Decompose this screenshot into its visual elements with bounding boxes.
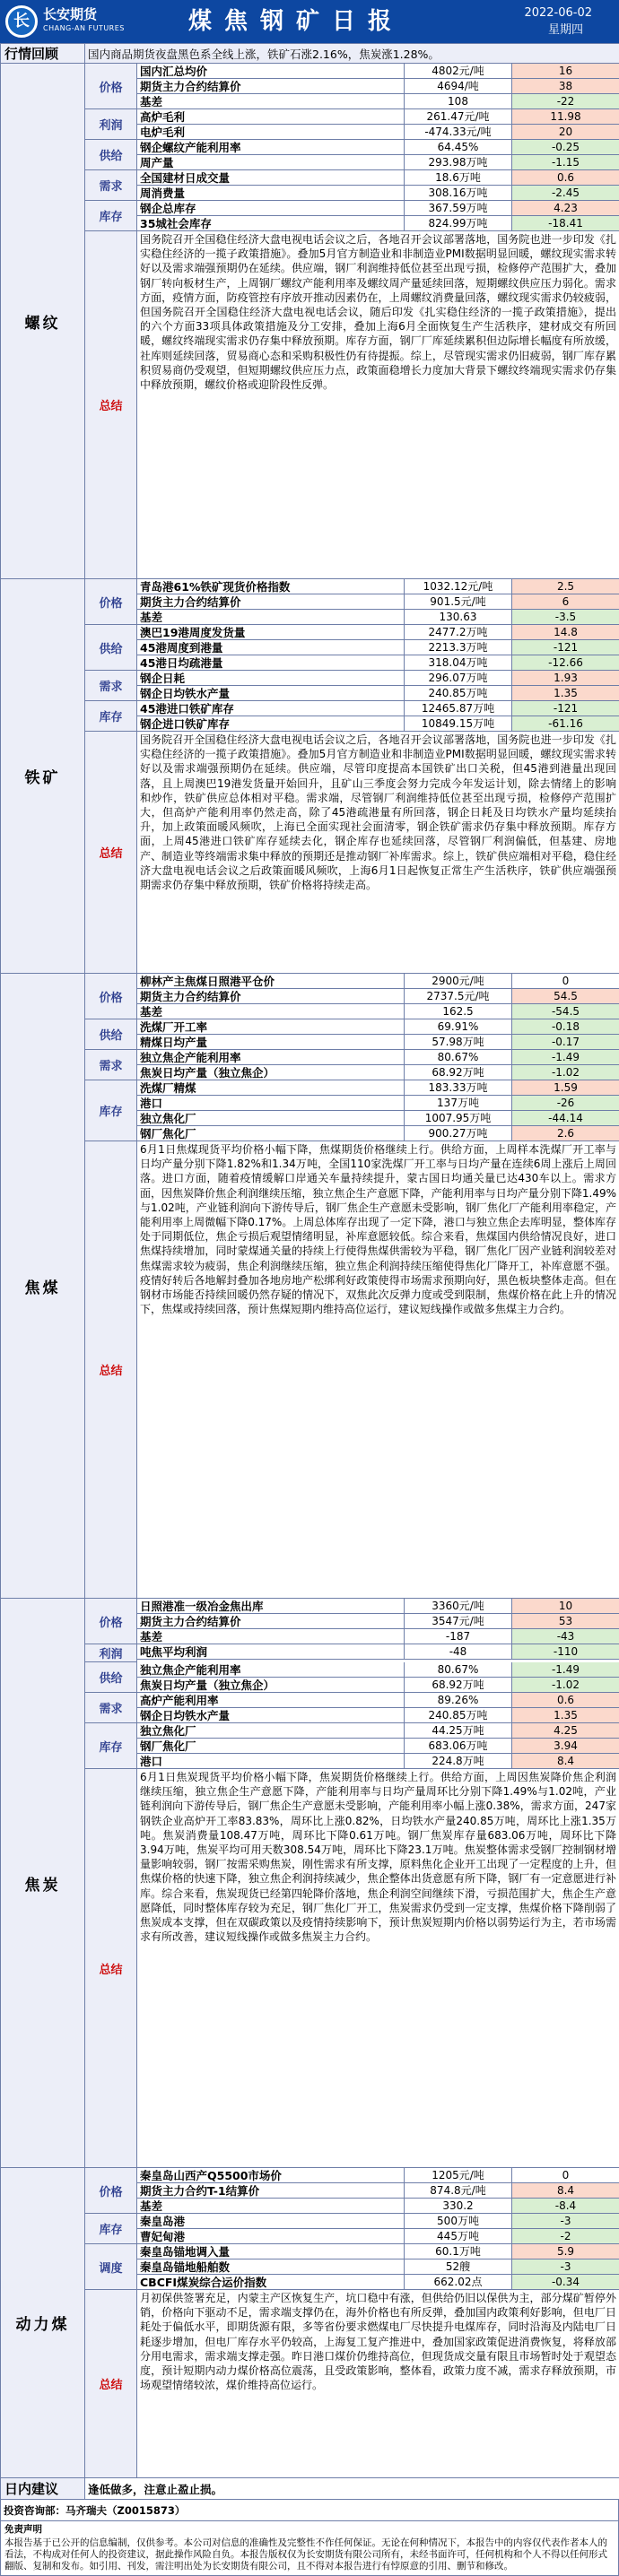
indicator-change: -1.02 <box>512 1065 619 1080</box>
indicator-value: -187 <box>405 1629 512 1644</box>
indicator-value: 1032.12元/吨 <box>405 579 512 594</box>
indicator-change: -2.45 <box>512 186 619 201</box>
indicator-name: 钢企日均铁水产量 <box>137 686 405 701</box>
indicator-value: 445万吨 <box>405 2229 512 2244</box>
category-label: 需求 <box>85 170 137 201</box>
indicator-change: -121 <box>512 701 619 716</box>
indicator-value: 3547元/吨 <box>405 1614 512 1629</box>
indicator-value: 824.99万吨 <box>405 216 512 231</box>
indicator-name: CBCFI煤炭综合运价指数 <box>137 2275 405 2290</box>
report-header <box>0 0 619 43</box>
indicator-value: 18.6万吨 <box>405 170 512 186</box>
indicator-name: 港口 <box>137 1754 405 1769</box>
indicator-name: 35城社会库存 <box>137 216 405 231</box>
indicator-change: 38 <box>512 79 619 94</box>
indicator-name: 青岛港61%铁矿现货价格指数 <box>137 579 405 594</box>
indicator-change: 0 <box>512 974 619 989</box>
section-name: 铁矿 <box>1 579 85 974</box>
category-label: 价格 <box>85 1599 137 1644</box>
indicator-value: 12465.87万吨 <box>405 701 512 716</box>
indicator-value: 52艘 <box>405 2259 512 2275</box>
indicator-change: 4.23 <box>512 201 619 216</box>
summary-label: 总结 <box>85 231 137 579</box>
indicator-change: -44.14 <box>512 1111 619 1126</box>
indicator-value: 296.07万吨 <box>405 671 512 686</box>
indicator-value: 162.5 <box>405 1004 512 1019</box>
indicator-change: -12.66 <box>512 655 619 671</box>
indicator-value: 10849.15万吨 <box>405 716 512 732</box>
indicator-change: -1.49 <box>512 1662 619 1678</box>
indicator-name: 独立焦化厂 <box>137 1111 405 1126</box>
category-label: 库存 <box>85 201 137 231</box>
indicator-name: 基差 <box>137 2199 405 2214</box>
indicator-name: 期货主力合约结算价 <box>137 989 405 1004</box>
indicator-name: 钢厂焦化厂 <box>137 1739 405 1754</box>
indicator-change: 4.25 <box>512 1723 619 1739</box>
report-weekday: 星期四 <box>547 23 583 37</box>
indicator-name: 钢企螺纹产能利用率 <box>137 140 405 155</box>
indicator-name: 港口 <box>137 1096 405 1111</box>
indicator-value: 80.67% <box>405 1662 512 1678</box>
indicator-change: 0.6 <box>512 1693 619 1708</box>
indicator-value: 500万吨 <box>405 2214 512 2229</box>
indicator-name: 钢厂焦化厂 <box>137 1126 405 1141</box>
indicator-change: -18.41 <box>512 216 619 231</box>
indicator-value: 293.98万吨 <box>405 155 512 170</box>
indicator-change: 1.59 <box>512 1080 619 1096</box>
company-name-en: CHANG-AN FUTURES <box>43 24 125 32</box>
indicator-name: 吨焦平均利润 <box>137 1644 405 1660</box>
indicator-name: 期货主力合约T-1结算价 <box>137 2183 405 2199</box>
summary-label: 总结 <box>85 1141 137 1599</box>
indicator-value: 108 <box>405 94 512 109</box>
indicator-name: 澳巴19港周度发货量 <box>137 625 405 640</box>
indicator-change: 8.4 <box>512 1754 619 1769</box>
report-date: 2022-06-02 <box>524 6 592 20</box>
section-name: 螺纹 <box>1 64 85 579</box>
category-label: 调度 <box>85 2244 137 2290</box>
indicator-name: 秦皇岛港 <box>137 2214 405 2229</box>
summary-text: 国务院召开全国稳住经济大盘电视电话会议之后，各地召开会议部署落地，国务院也进一步印发《扎实稳住经济的一揽子政策措施》。叠加5月官方制造业和非制造业PMI数据明显回暖，螺纹现实需求转好以及需求端强预期仍在延续。供应端，尽管印度提高本国铁矿出口关税，但45港到港量出现回落，且上周澳巴19港发货量开始回升，且矿山三季度会努力完成今年发运计划，除去情绪上的影响和炒作，铁矿供应总体相对平稳。需求端，尽管钢厂利润维持低位甚至出现亏损，检修停产范围扩大，但高炉产能利用率仍然走高，除了45港疏港量有所回落，钢企日耗及日均铁水产量均延续抬升，加上政策面暖风频吹，上海已全面实现社会面清零，钢企铁矿需求仍存集中释放预期。库存方面，上周45港进口铁矿库存延续去化，钢企库存也延续回落，尽管钢厂利润偏低，但基建、房地产、制造业等终端需求集中释放的预期还是推动钢厂补库需求。综上，铁矿供应端相对平稳，稳住经济大盘电视电话会议之后政策面暖风频吹，上海6月1日起恢复正常生产生活秩序，铁矿供应端强预期需求仍存集中释放预期，铁矿价格将持续走高。 <box>137 732 619 974</box>
indicator-change: 1.93 <box>512 671 619 686</box>
indicator-change: -0.34 <box>512 2275 619 2290</box>
indicator-name: 高炉毛利 <box>137 109 405 125</box>
disclaimer-text: 本报告基于已公开的信息编制，仅供参考。本公司对信息的准确性及完整性不作任何保证。无论在何种情况下，本报告中的内容仅代表作者本人的看法，不构成对任何人的投资建议，据此操作风险自负。本报告版权仅为长安期货有限公司所有，未经书面许可，任何机构和个人不得以任何形式翻版、复制和发布。如引用、刊发，需注明出处为长安期货有限公司，且不得对本报告进行有悖原意的引用、删节和修改。 <box>4 2537 607 2572</box>
indicator-name: 独立焦化厂 <box>137 1723 405 1739</box>
indicator-change: -0.17 <box>512 1035 619 1050</box>
category-label: 需求 <box>85 1693 137 1723</box>
indicator-change: 2.6 <box>512 1126 619 1141</box>
indicator-change: 5.9 <box>512 2244 619 2259</box>
indicator-value: -474.33元/吨 <box>405 125 512 140</box>
category-label: 供给 <box>85 1019 137 1050</box>
indicator-change: 1.35 <box>512 1708 619 1723</box>
category-label: 需求 <box>85 671 137 701</box>
summary-text: 6月1日焦炭现货平均价格小幅下降，焦炭期货价格继续上行。供给方面，上周因焦炭降价焦企利润继续压缩，独立焦企生产意愿下降，产能利用率与日均产量周环比分别下降1.49%与1.02吨，产业链利润向下游传导后，钢厂焦企生产意愿未受影响，产能利用率小幅上涨0.38%，需求方面，247家钢铁企业高炉开工率83.83%，周环比上涨0.82%，日均铁水产量240.85万吨，周环比上涨1.35万吨。焦炭消费量108.47万吨，周环比下降0.61万吨。钢厂焦炭库存量683.06万吨，周环比下降3.94万吨，焦炭平均可用天数308.54万吨，周环比下降23.1万吨。焦炭整体需求受钢厂控制钢材增量影响较弱，钢厂按需采购焦炭，刚性需求有所支撑，原料焦化企业开工出现了一定程度的上升，但焦煤价格的快速下降，独立焦企利润持续减少，焦企整体出货意愿有所下降，钢厂有一定意愿进行补库。综合来看，焦炭现货已经第四轮降价落地，焦企利润空间继续下滑，亏损范围扩大，焦企生产意愿降低，同时整体库存较为充足，钢厂焦化厂开工，焦炭需求仍受到一定支撑，焦煤价格下降削弱了焦炭成本支撑，但在双碳政策以及疫情持续影响下，预计焦炭短期内价格以弱势运行为主，若市场需求有所改善，建议短线操作或做多焦炭主力合约。 <box>137 1769 619 2168</box>
report-title: 煤焦钢矿日报 <box>188 8 405 35</box>
indicator-value: 367.59万吨 <box>405 201 512 216</box>
indicator-change: -2 <box>512 2229 619 2244</box>
indicator-name: 基差 <box>137 1629 405 1644</box>
indicator-value: 2213.3万吨 <box>405 640 512 655</box>
indicator-name: 电炉毛利 <box>137 125 405 140</box>
indicator-name: 高炉产能利用率 <box>137 1693 405 1708</box>
section-name: 动力煤 <box>1 2168 85 2478</box>
section-name: 焦煤 <box>1 974 85 1599</box>
indicator-value: 89.26% <box>405 1693 512 1708</box>
indicator-name: 周产量 <box>137 155 405 170</box>
indicator-change: 14.8 <box>512 625 619 640</box>
indicator-name: 钢企日均铁水产量 <box>137 1708 405 1723</box>
indicator-change: 20 <box>512 125 619 140</box>
indicator-name: 日照港准一级冶金焦出库 <box>137 1599 405 1614</box>
indicator-value: 683.06万吨 <box>405 1739 512 1754</box>
section-name: 焦炭 <box>1 1599 85 2168</box>
indicator-value: 183.33万吨 <box>405 1080 512 1096</box>
indicator-change: -26 <box>512 1096 619 1111</box>
category-label: 利润 <box>85 109 137 140</box>
indicator-change: 1.35 <box>512 686 619 701</box>
indicator-change: -1.49 <box>512 1050 619 1065</box>
indicator-value: 900.27万吨 <box>405 1126 512 1141</box>
category-label: 价格 <box>85 974 137 1019</box>
summary-text: 月初保供签署充足，内蒙主产区恢复生产，坑口稳中有涨，但供给仍旧以保供为主，部分煤矿暂停外销，价格向下驱动不足，需求端支撑仍在，海外价格也有所反弹，叠加国内政策利好影响，但电厂日耗处于偏低水平，即期货源有限，多等省份要求燃煤电厂尽快提升电煤库存，同时沿海及内陆电厂日耗逐步增加，但电厂库存水平仍较高，上海复工复产推进中，叠加国家政策促进消费恢复，将释放部分用电需求，需求端支撑走强。昨日港口煤价仍维持高位，但现货成交量有限且市场暂时处于观望态度，预计短期内动力煤价格高位震荡，且受政策影响，整体看，政策力度不减，需求存释放预期，市场观望情绪较浓，煤价维持高位运行。 <box>137 2290 619 2478</box>
indicator-change: 2.5 <box>512 579 619 594</box>
indicator-value: 57.98万吨 <box>405 1035 512 1050</box>
indicator-change: -22 <box>512 94 619 109</box>
indicator-name: 钢企进口铁矿库存 <box>137 716 405 732</box>
headline-text: 国内商品期货夜盘黑色系全线上涨，铁矿石涨2.16%，焦炭涨1.28%。 <box>85 44 619 64</box>
indicator-name: 期货主力合约结算价 <box>137 1614 405 1629</box>
indicator-change: -43 <box>512 1629 619 1644</box>
indicator-value: 130.63 <box>405 610 512 625</box>
indicator-value: 69.91% <box>405 1019 512 1035</box>
indicator-value: 224.8万吨 <box>405 1754 512 1769</box>
indicator-value: 2737.5元/吨 <box>405 989 512 1004</box>
indicator-value: 240.85万吨 <box>405 686 512 701</box>
intraday-label: 日内建议 <box>1 2478 85 2500</box>
indicator-name: 秦皇岛锚地船舶数 <box>137 2259 405 2275</box>
indicator-name: 独立焦企产能利用率 <box>137 1050 405 1065</box>
indicator-change: -1.02 <box>512 1678 619 1693</box>
indicator-change: 6 <box>512 594 619 610</box>
indicator-name: 秦皇岛山西产Q5500市场价 <box>137 2168 405 2183</box>
indicator-change: 8.4 <box>512 2183 619 2199</box>
indicator-value: 330.2 <box>405 2199 512 2214</box>
indicator-value: 1205元/吨 <box>405 2168 512 2183</box>
headline-label: 行情回顾 <box>1 44 85 64</box>
summary-label: 总结 <box>85 2290 137 2478</box>
category-label: 价格 <box>85 2168 137 2214</box>
indicator-change: -3.5 <box>512 610 619 625</box>
indicator-value: 2477.2万吨 <box>405 625 512 640</box>
category-label: 需求 <box>85 1050 137 1080</box>
indicator-change: -0.18 <box>512 1019 619 1035</box>
indicator-value: 2900元/吨 <box>405 974 512 989</box>
indicator-name: 精煤日均产量 <box>137 1035 405 1050</box>
indicator-change: -121 <box>512 640 619 655</box>
indicator-change: 0.6 <box>512 170 619 186</box>
company-name: 长安期货 <box>43 6 98 22</box>
intraday-text: 逢低做多，注意止盈止损。 <box>85 2478 619 2500</box>
indicator-value: 3360元/吨 <box>405 1599 512 1614</box>
indicator-value: 68.92万吨 <box>405 1065 512 1080</box>
indicator-value: 308.16万吨 <box>405 186 512 201</box>
indicator-change: 54.5 <box>512 989 619 1004</box>
category-label: 价格 <box>85 64 137 109</box>
indicator-change: 3.94 <box>512 1739 619 1754</box>
indicator-name: 45港日均疏港量 <box>137 655 405 671</box>
indicator-name: 期货主力合约结算价 <box>137 79 405 94</box>
indicator-name: 柳林产主焦煤日照港平仓价 <box>137 974 405 989</box>
indicator-name: 基差 <box>137 94 405 109</box>
indicator-value: 44.25万吨 <box>405 1723 512 1739</box>
summary-text: 6月1日焦煤现货平均价格小幅下降，焦煤期货价格继续上行。供给方面，上周样本洗煤厂开工率与日均产量分别下降1.82%和1.34万吨，全国110家洗煤厂开工率与日均产量在连续6周上涨后上周回落。进口方面，随着疫情缓解口岸通关车量持续提升，蒙古国日均通关量已达430车以上。需求方面，因焦炭降价焦企利润继续压缩，独立焦企生产意愿下降，产能利用率与日均产量分别下降1.49%与1.02吨，产业链利润向下游传导后，钢厂焦企生产意愿未受影响，钢厂焦化厂产能利用率稳定，产能利用率上周微幅下降0.17%。上周总体库存出现了一定下降，港口与独立焦企去库明显，整体库存处于同期低位，焦企亏损后观望情绪明显，补库意愿较低。综合来看，焦煤国内供给情况良好，进口焦煤持续增加，同时蒙煤通关量的持续上行使得焦煤供需较为平稳，钢厂焦化厂因产业链利润较差对焦煤需求较为疲弱，焦企利润继续压缩，独立焦企利润持续压缩使得焦化厂降开工，补库意愿不强。疫情好转后各地解封叠加各地房地产松绑利好政策使得市场需求预期向好，黑色板块整体走高。但在钢材市场能否持续回暖仍然存疑的情况下，双焦此次反弹力度或受到限制，焦煤价格在此上升的情况下，焦煤或持续回落，预计焦煤短期内维持高位运行，建议短线操作或做多焦煤主力合约。 <box>137 1141 619 1599</box>
indicator-change: -0.25 <box>512 140 619 155</box>
category-label: 库存 <box>85 1080 137 1141</box>
indicator-name: 国内汇总均价 <box>137 64 405 79</box>
indicator-change: 0 <box>512 2168 619 2183</box>
indicator-value: 68.92万吨 <box>405 1678 512 1693</box>
indicator-name: 45港进口铁矿库存 <box>137 701 405 716</box>
indicator-name: 期货主力合约结算价 <box>137 594 405 610</box>
indicator-name: 曹妃甸港 <box>137 2229 405 2244</box>
indicator-value: 137万吨 <box>405 1096 512 1111</box>
category-label: 库存 <box>85 1723 137 1769</box>
indicator-change: 16 <box>512 64 619 79</box>
indicator-name: 周消费量 <box>137 186 405 201</box>
indicator-value: 261.47元/吨 <box>405 109 512 125</box>
summary-text: 国务院召开全国稳住经济大盘电视电话会议之后，各地召开会议部署落地，国务院也进一步印发《扎实稳住经济的一揽子政策措施》。叠加5月官方制造业和非制造业PMI数据明显回暖，螺纹现实需求转好以及需求端强预期仍在延续。供应端，钢厂利润维持低位甚至出现亏损，检修停产范围扩大，叠加钢厂转向板材生产，上周钢厂螺纹产能利用率及螺纹周产量延续回落，短期螺纹供应压力弱化。需求方面，疫情方面，防疫管控有序放开推动因素仍在，上周螺纹消费量回落，螺纹现实需求仍较疲弱，但国务院召开全国稳住经济大盘电视电话会议，随后印发《扎实稳住经济的一揽子政策措施》，提出的六个方面33项具体政策措施及分工安排，叠加上海6月全面恢复生产生活秩序，建材成交有所回暖，螺纹终端现实需求仍存集中释放预期。库存方面，钢厂厂库延续累积但边际增长幅度有所放缓，社库则延续回落，贸易商心态和采购积极性仍有待提振。综上，尽管现实需求仍旧疲弱，钢厂库存累积贸易商仍受观望，但短期螺纹供应压力点，政策面稳增长力度加大背景下螺纹终端现实需求仍存集中释放预期，螺纹价格或迎阶段性反弹。 <box>137 231 619 579</box>
indicator-name: 基差 <box>137 1004 405 1019</box>
company-logo: 长 <box>5 5 38 38</box>
indicator-value: 80.67% <box>405 1050 512 1065</box>
category-label: 供给 <box>85 1662 137 1693</box>
indicator-name: 洗煤厂开工率 <box>137 1019 405 1035</box>
author-line: 投资咨询部：马齐瑞夫（Z0015873） <box>0 2500 619 2521</box>
indicator-value: -48 <box>405 1644 512 1660</box>
indicator-name: 基差 <box>137 610 405 625</box>
indicator-value: 874.8元/吨 <box>405 2183 512 2199</box>
indicator-change: 11.98 <box>512 109 619 125</box>
report-table <box>0 43 619 2500</box>
indicator-value: 4802元/吨 <box>405 64 512 79</box>
category-label: 库存 <box>85 2214 137 2244</box>
summary-label: 总结 <box>85 732 137 974</box>
category-label: 利润 <box>85 1644 137 1662</box>
indicator-name: 独立焦企产能利用率 <box>137 1662 405 1678</box>
indicator-value: 318.04万吨 <box>405 655 512 671</box>
indicator-name: 钢企日耗 <box>137 671 405 686</box>
indicator-value: 901.5元/吨 <box>405 594 512 610</box>
indicator-value: 240.85万吨 <box>405 1708 512 1723</box>
category-label: 供给 <box>85 140 137 170</box>
indicator-name: 焦炭日均产量（独立焦企） <box>137 1065 405 1080</box>
indicator-name: 焦炭日均产量（独立焦企） <box>137 1678 405 1693</box>
category-label: 库存 <box>85 701 137 732</box>
indicator-change: -3 <box>512 2214 619 2229</box>
indicator-change: -110 <box>512 1644 619 1660</box>
indicator-change: -8.4 <box>512 2199 619 2214</box>
indicator-name: 钢企总库存 <box>137 201 405 216</box>
disclaimer <box>0 2521 619 2576</box>
summary-label: 总结 <box>85 1769 137 2168</box>
disclaimer-title: 免责声明 <box>4 2524 42 2535</box>
indicator-name: 秦皇岛锚地调入量 <box>137 2244 405 2259</box>
category-label: 供给 <box>85 625 137 671</box>
indicator-value: 662.02点 <box>405 2275 512 2290</box>
indicator-name: 45港周度到港量 <box>137 640 405 655</box>
indicator-change: 10 <box>512 1599 619 1614</box>
indicator-change: -1.15 <box>512 155 619 170</box>
category-label: 价格 <box>85 579 137 625</box>
indicator-change: -61.16 <box>512 716 619 732</box>
indicator-change: -3 <box>512 2259 619 2275</box>
indicator-value: 4694/吨 <box>405 79 512 94</box>
indicator-value: 1007.95万吨 <box>405 1111 512 1126</box>
indicator-name: 洗煤厂精煤 <box>137 1080 405 1096</box>
indicator-change: 53 <box>512 1614 619 1629</box>
indicator-name: 全国建材日成交量 <box>137 170 405 186</box>
indicator-value: 64.45% <box>405 140 512 155</box>
indicator-change: -54.5 <box>512 1004 619 1019</box>
indicator-value: 60.1万吨 <box>405 2244 512 2259</box>
